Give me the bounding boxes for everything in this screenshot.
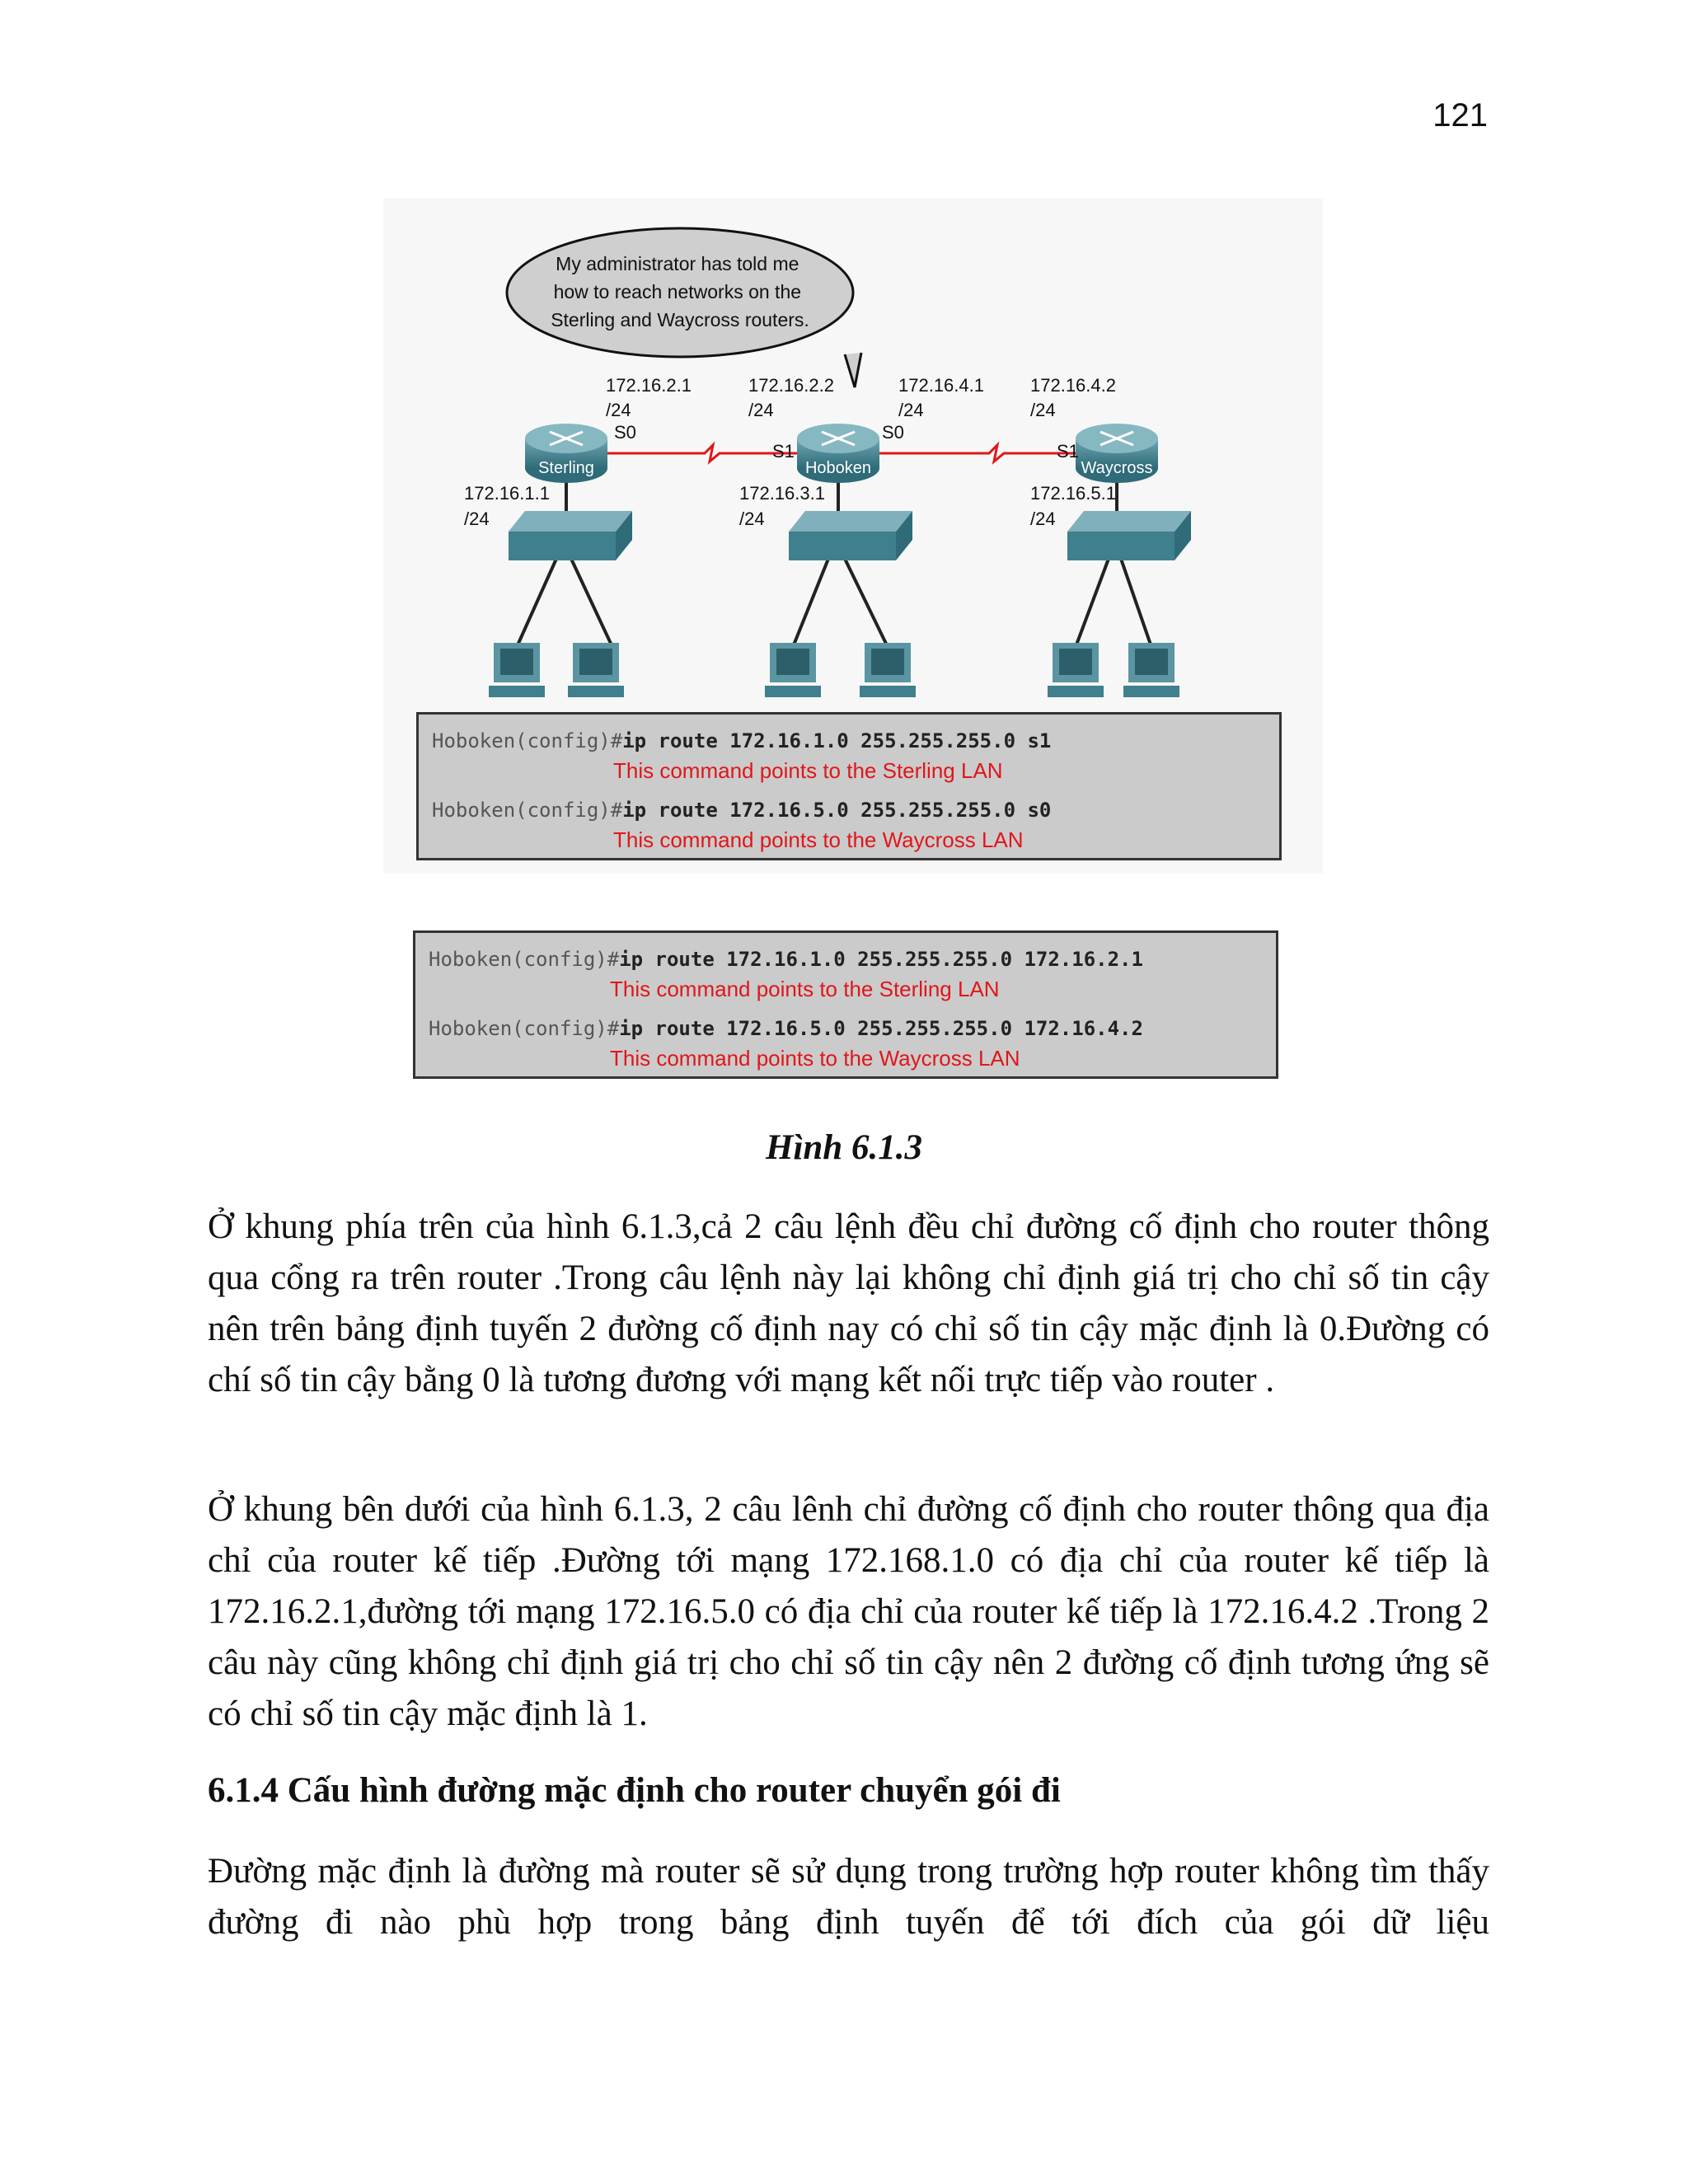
hoboken-lan-ip: 172.16.3.1 (739, 483, 825, 504)
network-diagram (383, 198, 1323, 709)
page-number: 121 (1432, 97, 1488, 134)
switch-waycross (1067, 511, 1191, 560)
sterling-serial-ip: 172.16.2.1 (606, 375, 692, 396)
command-line (429, 1014, 1263, 1043)
command-note: This command points to the Sterling LAN (610, 977, 1000, 1001)
waycross-serial-mask: /24 (1030, 400, 1056, 420)
sterling-lan-mask: /24 (464, 509, 490, 529)
waycross-serial-port: S1 (1057, 441, 1079, 462)
pc-icon (568, 643, 624, 697)
router-hoboken (797, 424, 879, 483)
command-line (432, 795, 1266, 825)
command-note: This command points to the Waycross LAN (610, 1046, 1020, 1071)
router-sterling (525, 424, 607, 483)
pcs (489, 643, 1179, 697)
figure-caption: Hình 6.1.3 (766, 1128, 922, 1167)
paragraph-2: Ở khung bên dưới của hình 6.1.3, 2 câu lênh chỉ đường cố định cho router thông qua địa chỉ của router kế tiếp .Đường tới mạng 172.168.1.0 có địa chỉ của router kế tiếp là 172.16.2.1,đường tới mạng 172.16.5.0 có địa chỉ của router kế tiếp là 172.16.4.2 .Trong 2 câu này cũng không chỉ định giá trị cho chỉ số tin cậy nên 2 đường cố định tương ứng sẽ có chỉ số tin cậy mặc định là 1. (208, 1490, 1489, 1733)
section-heading: 6.1.4 Cấu hình đường mặc định cho router chuyển gói đi (208, 1771, 1061, 1810)
sterling-serial-mask: /24 (606, 400, 631, 420)
waycross-lan-mask: /24 (1030, 509, 1056, 529)
command-line (432, 726, 1266, 756)
hoboken-left-serial-mask: /24 (748, 400, 774, 420)
router-label-hoboken: Hoboken (804, 459, 872, 477)
paragraph-1: Ở khung phía trên của hình 6.1.3,cả 2 câu lệnh đều chỉ đường cố định cho router thông qua cổng ra trên router .Trong câu lệnh này lại không chỉ định giá trị cho chỉ số tin cậy nên trên bảng định tuyến 2 đường cố định nay có chỉ số tin cậy mặc định là 0.Đường có chí số tin cậy bằng 0 là tương đương với mạng kết nối trực tiếp vào router . (208, 1207, 1489, 1399)
waycross-serial-ip: 172.16.4.2 (1030, 375, 1116, 396)
pc-icon (489, 643, 545, 697)
command-prompt: Hoboken(config)# (432, 729, 623, 752)
router-label-sterling: Sterling (538, 459, 594, 477)
hoboken-right-serial-ip: 172.16.4.1 (898, 375, 984, 396)
hoboken-left-serial-ip: 172.16.2.2 (748, 375, 834, 396)
switch-hoboken (789, 511, 912, 560)
command-box-bottom (413, 930, 1278, 1079)
serial-link-sterling-hoboken (577, 445, 799, 462)
command-text: ip route 172.16.5.0 255.255.255.0 172.16.4.2 (619, 1017, 1143, 1040)
router-label-waycross: Waycross (1081, 459, 1153, 477)
command-text: ip route 172.16.5.0 255.255.255.0 s0 (622, 799, 1052, 822)
command-box-top (416, 712, 1282, 860)
switch-sterling (509, 511, 632, 560)
pc-icon (1123, 643, 1179, 697)
hoboken-lan-mask: /24 (739, 509, 765, 529)
command-note: This command points to the Sterling LAN (613, 758, 1003, 783)
speech-bubble (507, 228, 861, 387)
bubble-line-1: My administrator has told me (556, 253, 799, 274)
command-prompt: Hoboken(config)# (429, 948, 620, 971)
command-text: ip route 172.16.1.0 255.255.255.0 s1 (622, 729, 1052, 752)
hoboken-right-serial-port: S0 (882, 422, 904, 443)
hoboken-left-serial-port: S1 (772, 441, 795, 462)
sterling-lan-ip: 172.16.1.1 (464, 483, 550, 504)
waycross-lan-ip: 172.16.5.1 (1030, 483, 1116, 504)
hoboken-right-serial-mask: /24 (898, 400, 924, 420)
serial-link-hoboken-waycross (857, 445, 1080, 462)
pc-icon (860, 643, 916, 697)
command-line (429, 944, 1263, 974)
command-text: ip route 172.16.1.0 255.255.255.0 172.16.2.1 (619, 948, 1143, 971)
pc-icon (765, 643, 821, 697)
bubble-line-2: how to reach networks on the (553, 281, 802, 302)
paragraph-3: Đường mặc định là đường mà router sẽ sử dụng trong trường hợp router không tìm thấy đường đi nào phù hợp trong bảng định tuyến để tới đích của gói dữ liệu (208, 1852, 1489, 1942)
svg-text:My administrator has told me (551, 253, 809, 330)
command-prompt: Hoboken(config)# (429, 1017, 620, 1040)
router-waycross (1076, 424, 1158, 483)
command-note: This command points to the Waycross LAN (613, 827, 1024, 852)
sterling-serial-port: S0 (614, 422, 636, 443)
bubble-line-3: Sterling and Waycross routers. (551, 309, 809, 330)
command-prompt: Hoboken(config)# (432, 799, 623, 822)
pc-icon (1048, 643, 1104, 697)
